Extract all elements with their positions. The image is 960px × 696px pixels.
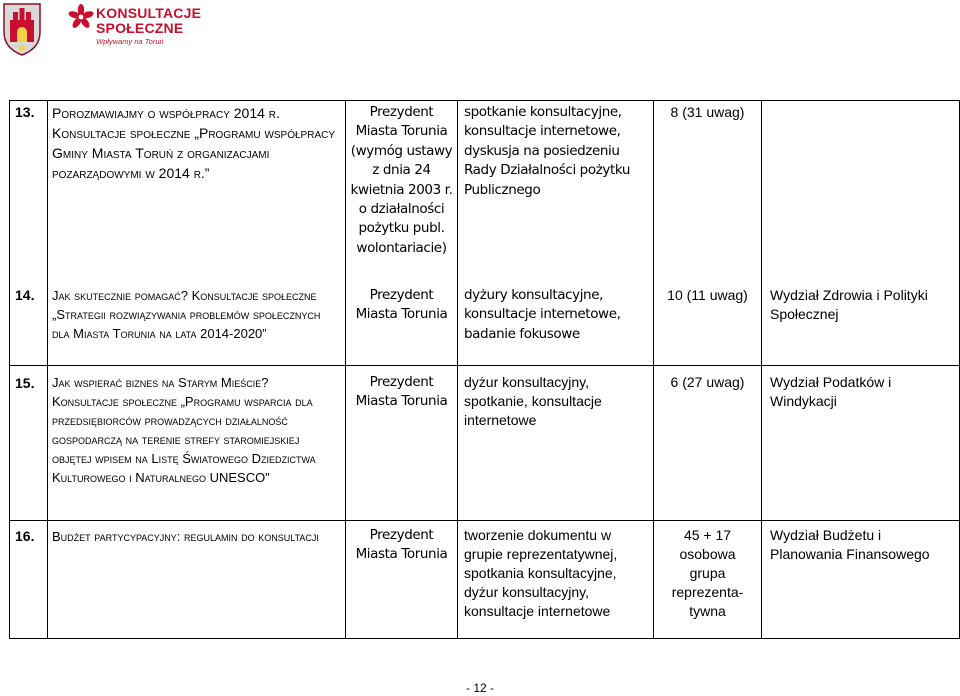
row-number: 16. bbox=[10, 521, 48, 639]
title-cell bbox=[48, 521, 346, 639]
row-number: 15. bbox=[10, 366, 48, 521]
duration-remarks: 6 (27 uwag) bbox=[654, 366, 762, 521]
table-row bbox=[10, 366, 960, 521]
coat-of-arms-icon bbox=[2, 2, 42, 56]
logo-line-2: SPOŁECZNE bbox=[96, 20, 184, 36]
logo-tagline: Wpływamy na Toruń bbox=[96, 37, 164, 46]
duration-remarks: 10 (11 uwag) bbox=[667, 287, 748, 303]
duration-cell bbox=[654, 101, 762, 366]
consultation-title: Jak skutecznie pomagać? Konsultacje społeczne „Strategii rozwiązywania problemów społecznych dla Miasta Torunia na lata 2014-2020” bbox=[52, 288, 321, 341]
method-cell bbox=[458, 101, 654, 366]
consultation-title-line-2: Konsultacje społeczne „Programu wsparcia dla przedsiębiorców prowadzących działalność gospodarczą na terenie strefy staromiejskiej objętej wpisem na Listę Światowego Dziedzictwa Kulturowego i Naturalnego UNESCO” bbox=[52, 394, 316, 485]
header-branding bbox=[0, 0, 200, 62]
initiator: Prezydent Miasta Torunia bbox=[355, 287, 448, 323]
table-row bbox=[10, 521, 960, 639]
initiator-cell bbox=[346, 101, 458, 366]
consultation-methods: dyżur konsultacyjny, spotkanie, konsultacje internetowe bbox=[464, 374, 602, 428]
title-cell bbox=[48, 366, 346, 521]
department bbox=[770, 103, 955, 286]
consultation-title-line-1: Jak wspierać biznes na Starym Mieście? bbox=[52, 375, 269, 390]
initiator-cell bbox=[346, 521, 458, 639]
duration-remarks: 8 (31 uwag) bbox=[670, 104, 745, 120]
initiator: Prezydent Miasta Torunia (wymóg ustawy z dnia 24 kwietnia 2003 r. o działalności pożytku publ. wolontariacie) bbox=[350, 104, 453, 256]
department: Wydział Podatków i Windykacji bbox=[762, 366, 960, 521]
duration-remarks: 45 + 17 osobowa grupa reprezenta-tywna bbox=[654, 521, 762, 639]
title-cell bbox=[48, 101, 346, 366]
flower-logo-icon bbox=[68, 4, 94, 30]
department-cell bbox=[762, 101, 960, 366]
department: Wydział Zdrowia i Polityki Społecznej bbox=[770, 287, 928, 322]
initiator-cell bbox=[346, 366, 458, 521]
logo-text bbox=[96, 6, 201, 46]
method-cell bbox=[458, 521, 654, 639]
consultation-methods: tworzenie dokumentu w grupie reprezentatywnej, spotkania konsultacyjne, dyżur konsultacyjny, konsultacje internetowe bbox=[464, 527, 618, 619]
logo-line-1: KONSULTACJE bbox=[96, 5, 202, 21]
consultations-table bbox=[9, 100, 960, 639]
row-number: 14. bbox=[15, 287, 35, 303]
consultation-methods: spotkanie konsultacyjne, konsultacje internetowe, dyskusja na posiedzeniu Rady Działalności pożytku Publicznego bbox=[464, 104, 631, 198]
row-number-cell bbox=[10, 101, 48, 366]
initiator: Prezydent Miasta Torunia bbox=[355, 374, 448, 410]
consultation-methods: dyżury konsultacyjne, konsultacje internetowe, badanie fokusowe bbox=[464, 287, 621, 342]
method-cell bbox=[458, 366, 654, 521]
consultation-title: Porozmawiajmy o współpracy 2014 r. Konsultacje społeczne „Programu współpracy Gminy Miasta Toruń z organizacjami pozarządowymi w 2014 r.” bbox=[52, 105, 336, 181]
table-row bbox=[10, 101, 960, 366]
initiator: Prezydent Miasta Torunia bbox=[355, 527, 448, 563]
page-number: - 12 - bbox=[465, 681, 494, 695]
department: Wydział Budżetu i Planowania Finansowego bbox=[762, 521, 960, 639]
consultation-title: Budżet partycypacyjny: regulamin do konsultacji bbox=[52, 529, 319, 544]
row-number: 13. bbox=[15, 104, 35, 120]
